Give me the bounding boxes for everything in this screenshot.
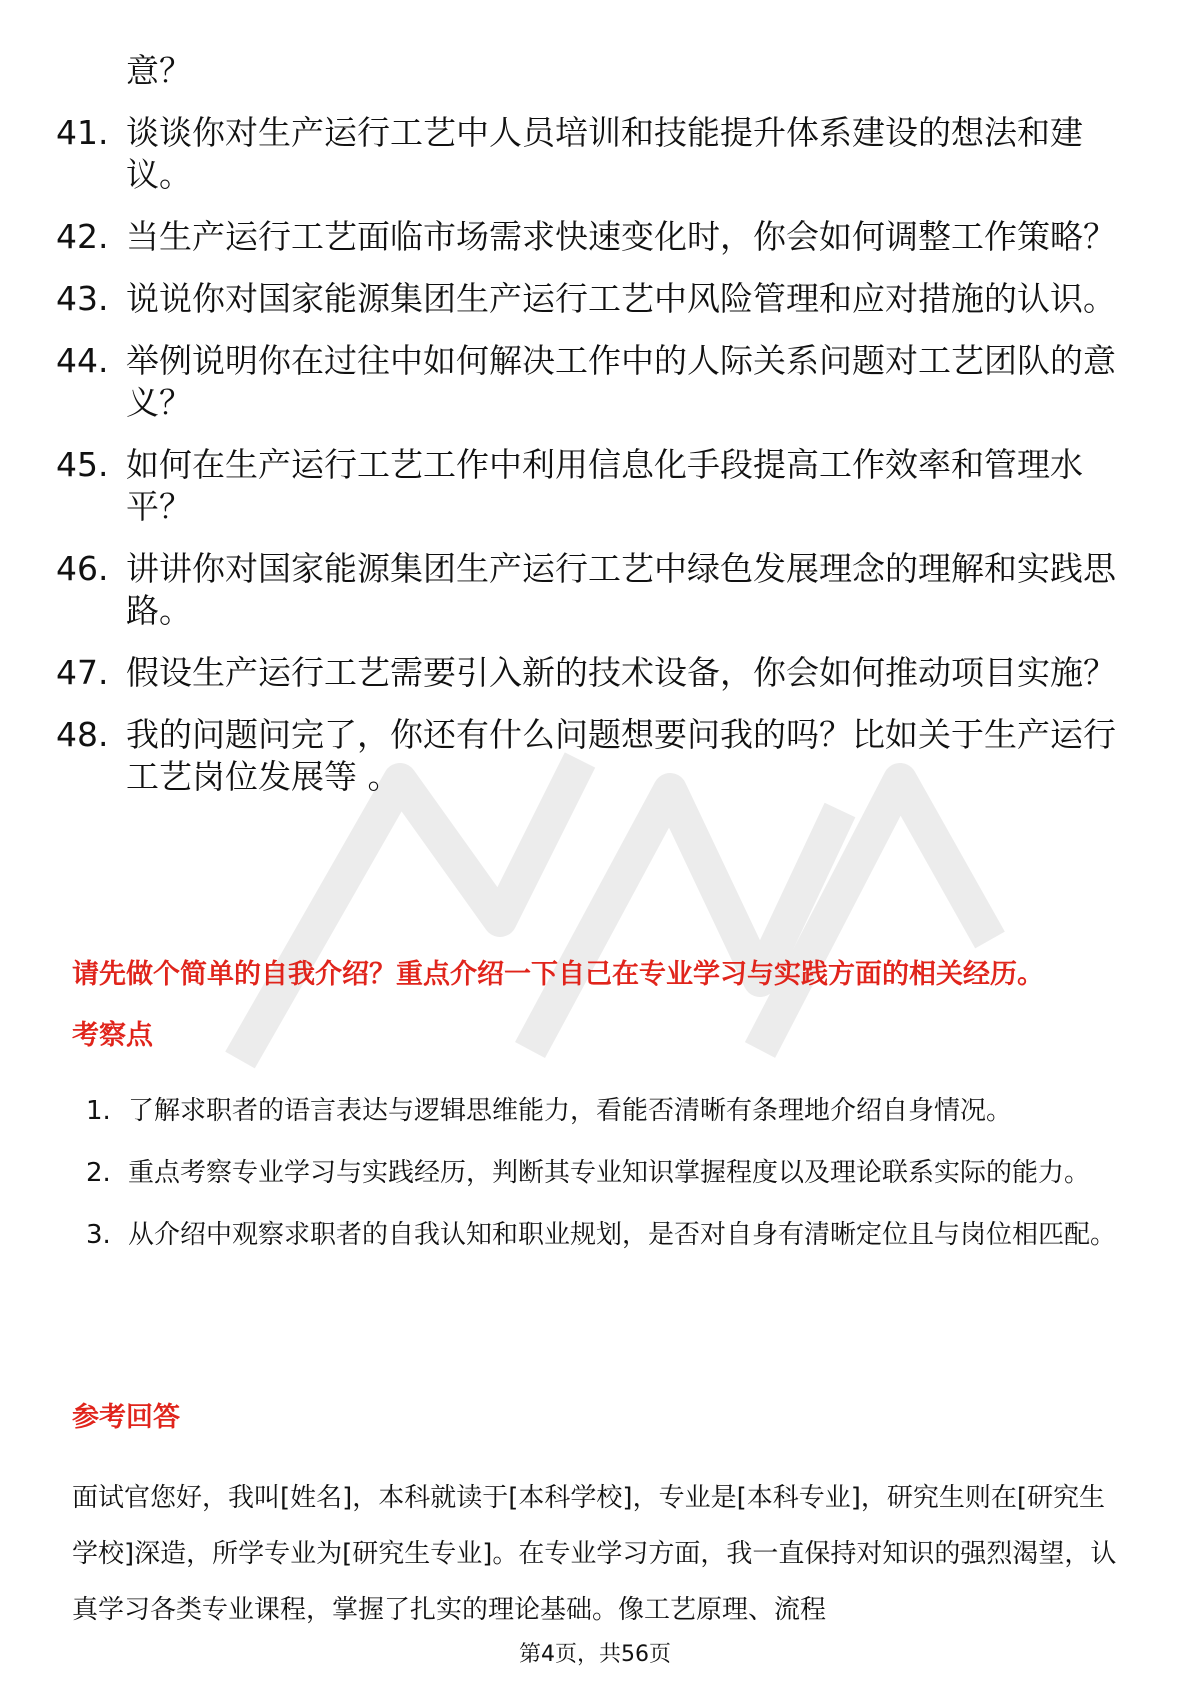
question-text: 当生产运行工艺面临市场需求快速变化时，你会如何调整工作策略？ (126, 217, 1116, 256)
question-text: 谈谈你对生产运行工艺中人员培训和技能提升体系建设的想法和建议。 (126, 113, 1083, 194)
check-point-number: 3. (86, 1220, 111, 1250)
question-text: 举例说明你在过往中如何解决工作中的人际关系问题对工艺团队的意义？ (126, 341, 1116, 422)
question-number: 43. (56, 279, 109, 318)
question-text: 假设生产运行工艺需要引入新的技术设备，你会如何推动项目实施？ (126, 653, 1116, 692)
reference-answer-label: 参考回答 (72, 1402, 180, 1433)
question-number: 48. (56, 715, 109, 754)
question-item (56, 278, 1116, 320)
reference-answer-text: 面试官您好，我叫[姓名]，本科就读于[本科学校]，专业是[本科专业]，研究生则在[研究生学校]深造，所学专业为[研究生专业]。在专业学习方面，我一直保持对知识的强烈渴望，认真学习各类专业课程，掌握了扎实的理论基础。像工艺原理、流程 (72, 1483, 1117, 1625)
question-number: 45. (56, 445, 109, 484)
question-continuation: 意？ (126, 51, 192, 90)
check-point-text: 从介绍中观察求职者的自我认知和职业规划，是否对自身有清晰定位且与岗位相匹配。 (128, 1220, 1117, 1250)
check-point-item (86, 1082, 1116, 1140)
check-point-text: 了解求职者的语言表达与逻辑思维能力，看能否清晰有条理地介绍自身情况。 (128, 1096, 1013, 1126)
question-text: 说说你对国家能源集团生产运行工艺中风险管理和应对措施的认识。 (126, 279, 1116, 318)
question-text: 我的问题问完了，你还有什么问题想要问我的吗？比如关于生产运行工艺岗位发展等 。 (126, 715, 1116, 796)
check-point-number: 2. (86, 1158, 111, 1188)
check-point-text: 重点考察专业学习与实践经历，判断其专业知识掌握程度以及理论联系实际的能力。 (128, 1158, 1091, 1188)
question-number: 42. (56, 217, 109, 256)
question-number: 44. (56, 341, 109, 380)
question-item (56, 216, 1116, 258)
question-item (56, 714, 1116, 798)
question-item (56, 652, 1116, 694)
question-item (56, 548, 1116, 632)
question-item (56, 444, 1116, 528)
check-points-list (86, 1082, 1116, 1268)
question-number: 41. (56, 113, 109, 152)
question-text: 讲讲你对国家能源集团生产运行工艺中绿色发展理念的理解和实践思路。 (126, 549, 1116, 630)
question-text: 如何在生产运行工艺工作中利用信息化手段提高工作效率和管理水平？ (126, 445, 1083, 526)
interview-question-heading: 请先做个简单的自我介绍？重点介绍一下自己在专业学习与实践方面的相关经历。 (72, 959, 1044, 990)
page-footer: 第4页，共56页 (519, 1642, 671, 1667)
check-point-item (86, 1144, 1116, 1202)
question-number: 47. (56, 653, 109, 692)
question-item (56, 112, 1116, 196)
check-points-label: 考察点 (72, 1020, 153, 1051)
question-item (56, 340, 1116, 424)
question-number: 46. (56, 549, 109, 588)
check-point-number: 1. (86, 1096, 111, 1126)
check-point-item (86, 1206, 1116, 1264)
